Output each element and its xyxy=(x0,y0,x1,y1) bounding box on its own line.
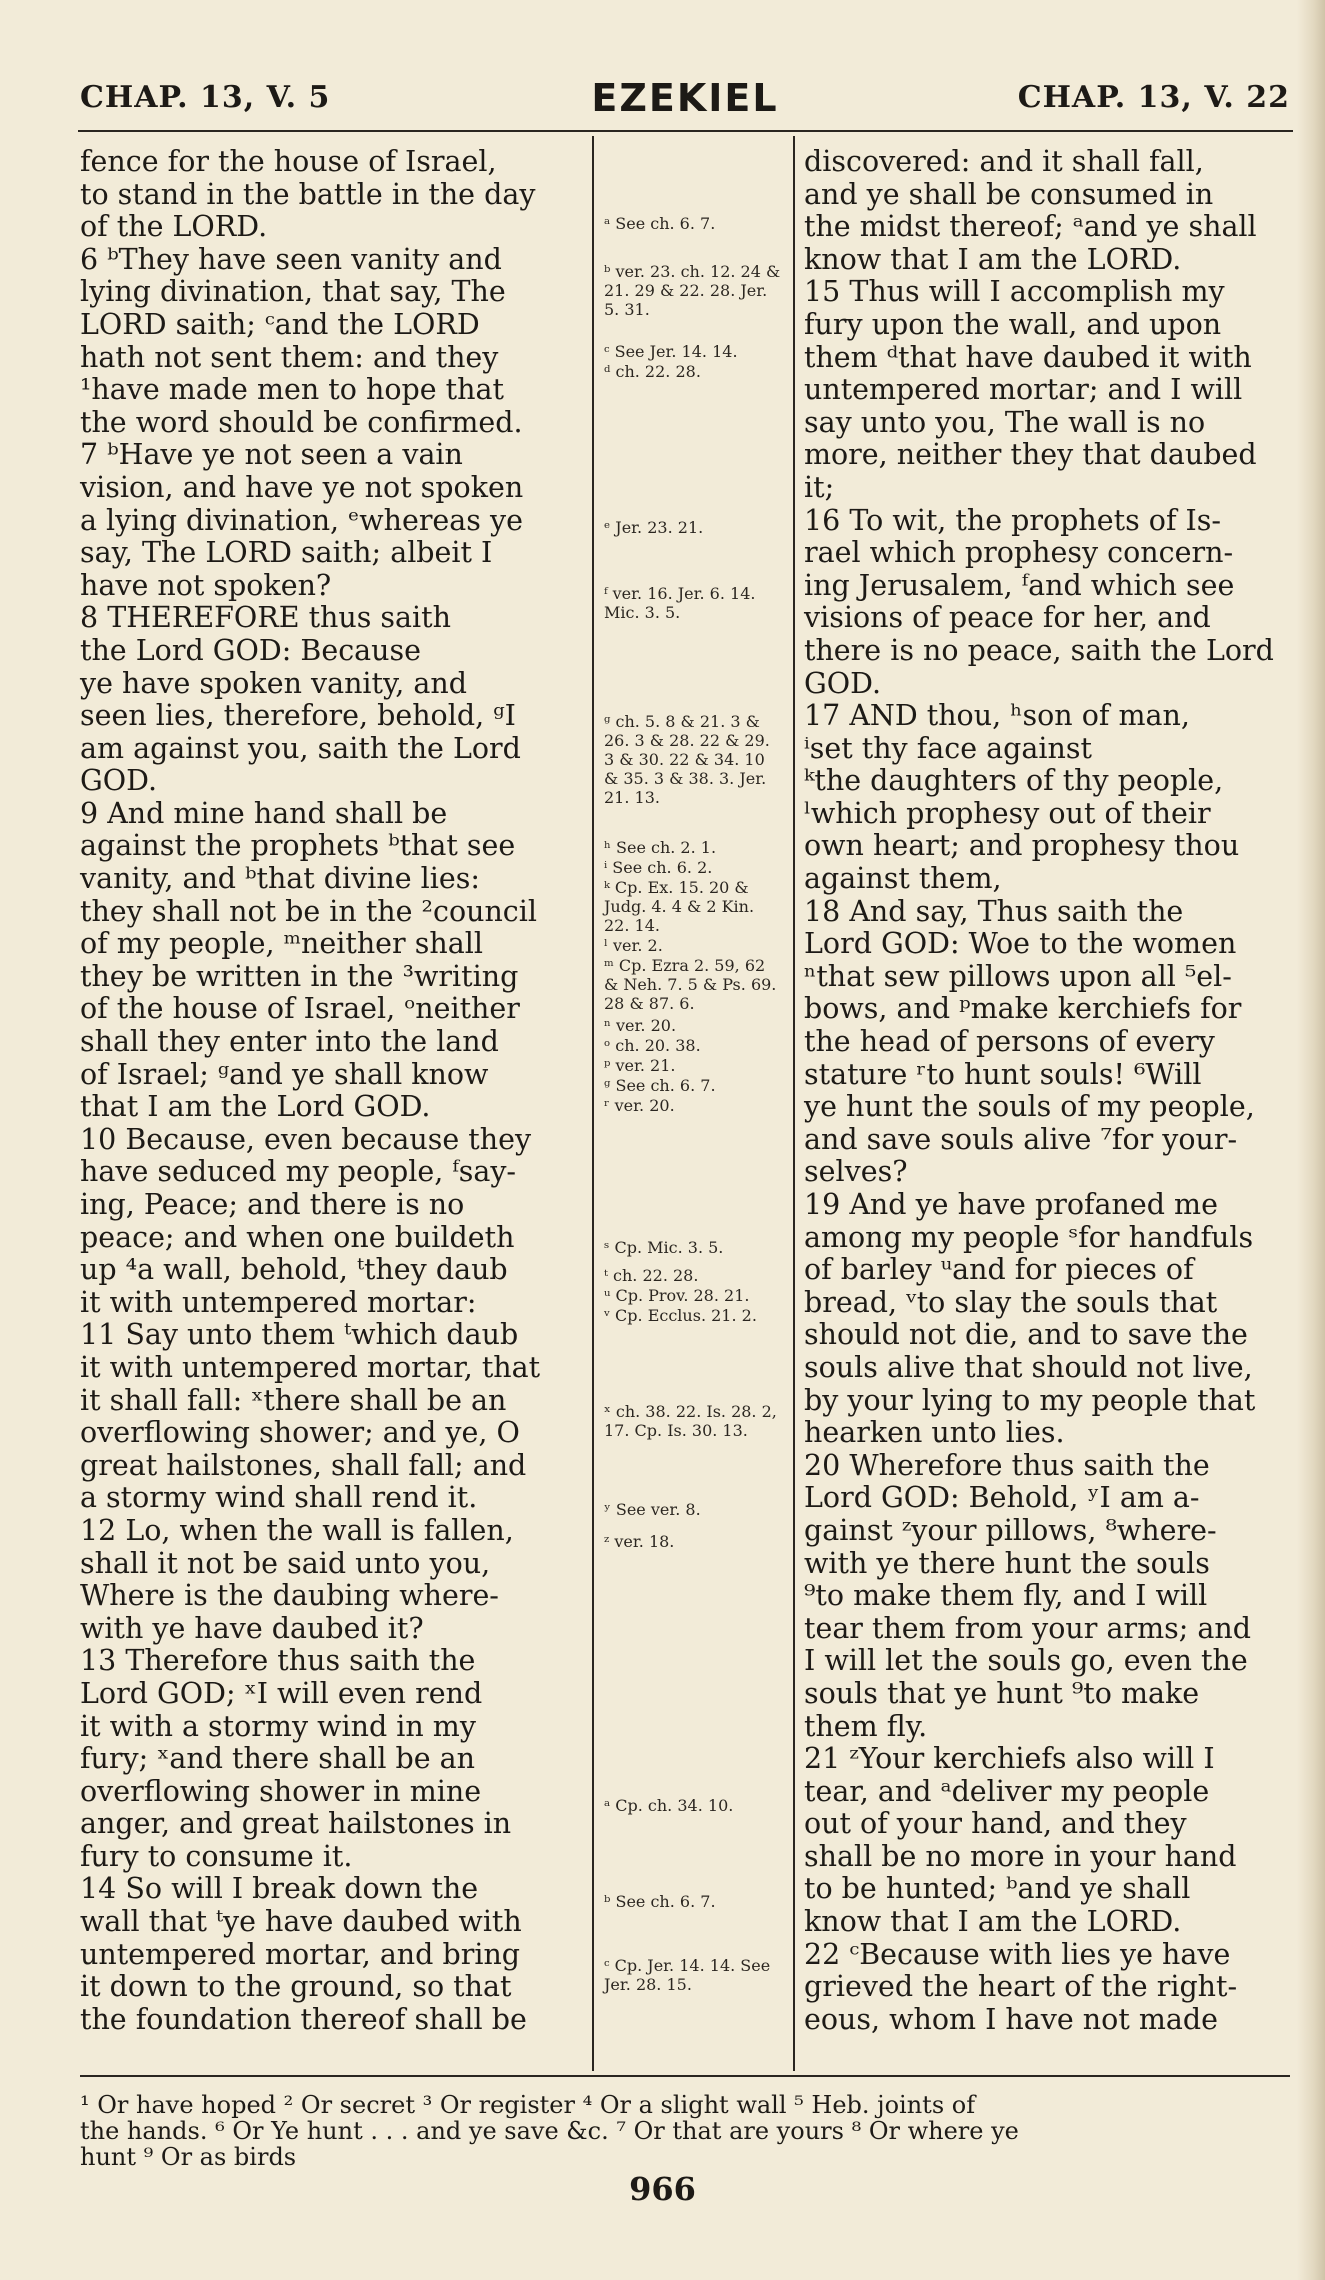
text-line: GOD. xyxy=(80,764,158,798)
text-line: fury; ˣand there shall be an xyxy=(80,1742,476,1776)
text-line: ing Jerusalem, ᶠand which see xyxy=(804,568,1235,602)
text-line: 20 Wherefore thus saith the xyxy=(804,1448,1210,1482)
text-line: 22 ᶜBecause with lies ye have xyxy=(804,1937,1231,1971)
right-text-column xyxy=(804,146,1294,2036)
text-line: and ye shall be consumed in xyxy=(804,177,1214,211)
text-line: fury upon the wall, and upon xyxy=(804,307,1222,341)
text-line: vision, and have ye not spoken xyxy=(80,470,524,504)
cross-reference: ʳ ver. 20. xyxy=(604,1096,675,1115)
column-divider-right xyxy=(793,136,795,2071)
footnote-line: the hands. ⁶ Or Ye hunt . . . and ye save &c. ⁷ Or that are yours ⁸ Or where ye xyxy=(80,2117,1019,2145)
text-line: ye hunt the souls of my people, xyxy=(804,1090,1255,1124)
text-line: hearken unto lies. xyxy=(804,1416,1065,1450)
page-number: 966 xyxy=(629,2170,696,2208)
text-line: Lord GOD: Behold, ʸI am a- xyxy=(804,1481,1200,1515)
cross-reference: ʸ See ver. 8. xyxy=(604,1500,701,1519)
text-line: ye have spoken vanity, and xyxy=(80,666,468,700)
text-line: by your lying to my people that xyxy=(804,1383,1256,1417)
cross-reference: ˣ ch. 38. 22. Is. 28. 2, 17. Cp. Is. 30. 13. xyxy=(604,1402,777,1440)
cross-reference: ᶜ See Jer. 14. 14. xyxy=(604,342,738,361)
text-line: overflowing shower; and ye, O xyxy=(80,1416,520,1450)
cross-reference: ᵘ Cp. Prov. 28. 21. xyxy=(604,1286,750,1305)
text-line: visions of peace for her, and xyxy=(804,601,1211,635)
text-line: the word should be confirmed. xyxy=(80,405,523,439)
text-line: discovered: and it shall fall, xyxy=(804,145,1204,178)
text-line: am against you, saith the Lord xyxy=(80,731,521,765)
text-line: of the LORD. xyxy=(80,210,268,244)
text-line: say, The LORD saith; albeit I xyxy=(80,536,493,570)
cross-reference: ˢ Cp. Mic. 3. 5. xyxy=(604,1238,724,1257)
text-line: the foundation thereof shall be xyxy=(80,2002,527,2036)
text-line: GOD. xyxy=(804,666,882,700)
text-line: 9 And mine hand shall be xyxy=(80,796,448,830)
text-line: of my people, ᵐneither shall xyxy=(80,927,483,961)
text-line: 12 Lo, when the wall is fallen, xyxy=(80,1513,514,1547)
text-line: among my people ˢfor handfuls xyxy=(804,1220,1254,1254)
text-line: own heart; and prophesy thou xyxy=(804,829,1240,863)
text-line: shall be no more in your hand xyxy=(804,1839,1237,1873)
cross-reference: ᵏ Cp. Ex. 15. 20 & Judg. 4. 4 & 2 Kin. 22. 14. xyxy=(604,878,755,935)
text-line: with ye have daubed it? xyxy=(80,1611,424,1645)
text-line: rael which prophesy concern- xyxy=(804,536,1234,570)
running-header xyxy=(80,72,1290,132)
text-line: vanity, and ᵇthat divine lies: xyxy=(80,862,480,896)
cross-reference: ᵇ See ch. 6. 7. xyxy=(604,1892,716,1911)
text-line: of barley ᵘand for pieces of xyxy=(804,1253,1194,1287)
text-line: Lord GOD: Woe to the women xyxy=(804,927,1237,961)
text-line: overflowing shower in mine xyxy=(80,1774,482,1808)
text-line: up ⁴a wall, behold, ᵗthey daub xyxy=(80,1253,508,1287)
text-line: of the house of Israel, ᵒneither xyxy=(80,992,520,1026)
footnote-line: ¹ Or have hoped ² Or secret ³ Or register ⁴ Or a slight wall ⁵ Heb. joints of xyxy=(80,2091,976,2119)
text-line: know that I am the LORD. xyxy=(804,1905,1182,1939)
text-line: hath not sent them: and they xyxy=(80,340,499,374)
cross-reference: ᵖ ver. 21. xyxy=(604,1056,676,1075)
text-line: tear, and ᵃdeliver my people xyxy=(804,1774,1210,1808)
text-line: the head of persons of every xyxy=(804,1025,1215,1059)
cross-reference: ᵈ ch. 22. 28. xyxy=(604,362,701,381)
text-line: it with untempered mortar, that xyxy=(80,1350,541,1384)
text-line: more, neither they that daubed xyxy=(804,438,1257,472)
cross-reference: ᵇ ver. 23. ch. 12. 24 & 21. 29 & 22. 28. Jer. 5. 31. xyxy=(604,262,781,319)
text-line: ˡwhich prophesy out of their xyxy=(804,796,1211,830)
text-line: fence for the house of Israel, xyxy=(80,145,497,178)
text-line: a stormy wind shall rend it. xyxy=(80,1481,478,1515)
text-line: great hailstones, shall fall; and xyxy=(80,1448,527,1482)
cross-reference: ˡ ver. 2. xyxy=(604,936,663,955)
page-edge-shadow xyxy=(1297,0,1325,2280)
text-line: fury to consume it. xyxy=(80,1839,353,1873)
left-text-column xyxy=(80,146,588,2036)
text-line: peace; and when one buildeth xyxy=(80,1220,515,1254)
text-line: it with a stormy wind in my xyxy=(80,1709,476,1743)
text-line: a lying divination, ᵉwhereas ye xyxy=(80,503,523,537)
cross-reference: ʰ See ch. 2. 1. xyxy=(604,838,717,857)
header-rule xyxy=(78,130,1293,132)
text-line: ⁹to make them fly, and I will xyxy=(804,1579,1208,1613)
cross-reference: ᵗ ch. 22. 28. xyxy=(604,1266,699,1285)
text-line: the midst thereof; ᵃand ye shall xyxy=(804,210,1257,244)
text-line: eous, whom I have not made xyxy=(804,2002,1218,2036)
cross-reference: ᵛ Cp. Ecclus. 21. 2. xyxy=(604,1306,757,1325)
text-line: have not spoken? xyxy=(80,568,332,602)
book-title: EZEKIEL xyxy=(591,76,779,120)
text-line: 21 ᶻYour kerchiefs also will I xyxy=(804,1742,1215,1776)
column-divider-left xyxy=(592,136,594,2071)
text-line: they be written in the ³writing xyxy=(80,959,519,993)
text-line: the Lord GOD: Because xyxy=(80,633,421,667)
text-line: 10 Because, even because they xyxy=(80,1122,532,1156)
text-line: 19 And ye have profaned me xyxy=(804,1188,1218,1221)
text-line: untempered mortar, and bring xyxy=(80,1937,521,1971)
text-line: against the prophets ᵇthat see xyxy=(80,829,516,863)
text-line: shall they enter into the land xyxy=(80,1025,499,1059)
cross-reference: ᵒ ch. 20. 38. xyxy=(604,1036,701,1055)
text-line: to stand in the battle in the day xyxy=(80,177,536,211)
text-line: them fly. xyxy=(804,1709,928,1743)
text-line: stature ʳto hunt souls! ⁶Will xyxy=(804,1057,1202,1091)
text-line: Where is the daubing where- xyxy=(80,1579,499,1613)
text-line: ⁱset thy face against xyxy=(804,731,1092,765)
text-line: 17 AND thou, ʰson of man, xyxy=(804,699,1190,733)
cross-reference: ᶠ ver. 16. Jer. 6. 14. Mic. 3. 5. xyxy=(604,584,756,622)
footnotes xyxy=(80,2092,1300,2170)
text-line: them ᵈthat have daubed it with xyxy=(804,340,1252,374)
cross-reference: ⁿ ver. 20. xyxy=(604,1016,677,1035)
text-line: there is no peace, saith the Lord xyxy=(804,633,1274,667)
text-line: they shall not be in the ²council xyxy=(80,894,538,928)
text-line: to be hunted; ᵇand ye shall xyxy=(804,1872,1191,1906)
cross-reference: ᵃ See ch. 6. 7. xyxy=(604,214,716,233)
text-line: 6 ᵇThey have seen vanity and xyxy=(80,242,502,276)
text-line: 15 Thus will I accomplish my xyxy=(804,275,1225,309)
text-line: 14 So will I break down the xyxy=(80,1872,479,1906)
text-line: selves? xyxy=(804,1155,908,1189)
text-line: 8 THEREFORE thus saith xyxy=(80,601,451,635)
text-line: 13 Therefore thus saith the xyxy=(80,1644,476,1678)
text-line: with ye there hunt the souls xyxy=(804,1546,1210,1580)
text-line: gainst ᶻyour pillows, ⁸where- xyxy=(804,1513,1217,1547)
footnote-rule xyxy=(80,2075,1290,2077)
cross-reference: ᵃ Cp. ch. 34. 10. xyxy=(604,1796,734,1815)
text-line: grieved the heart of the right- xyxy=(804,1970,1238,2004)
text-line: wall that ᵗye have daubed with xyxy=(80,1905,522,1939)
text-line: 16 To wit, the prophets of Is- xyxy=(804,503,1222,537)
cross-reference: ⁱ See ch. 6. 2. xyxy=(604,858,713,877)
text-line: untempered mortar; and I will xyxy=(804,373,1243,407)
text-line: seen lies, therefore, behold, ᵍI xyxy=(80,699,516,733)
text-line: 11 Say unto them ᵗwhich daub xyxy=(80,1318,519,1352)
text-line: 18 And say, Thus saith the xyxy=(804,894,1184,928)
text-line: against them, xyxy=(804,862,1002,896)
chapter-verse-end: CHAP. 13, V. 22 xyxy=(1017,80,1290,115)
text-line: Lord GOD; ˣI will even rend xyxy=(80,1676,483,1710)
text-line: know that I am the LORD. xyxy=(804,242,1182,276)
text-line: souls alive that should not live, xyxy=(804,1350,1253,1384)
text-line: ing, Peace; and there is no xyxy=(80,1188,465,1221)
text-line: it with untempered mortar: xyxy=(80,1285,477,1319)
text-line: ⁿthat sew pillows upon all ⁵el- xyxy=(804,959,1232,993)
text-line: have seduced my people, ᶠsay- xyxy=(80,1155,517,1189)
text-line: it; xyxy=(804,470,835,504)
text-line: I will let the souls go, even the xyxy=(804,1644,1248,1678)
text-line: shall it not be said unto you, xyxy=(80,1546,491,1580)
text-line: lying divination, that say, The xyxy=(80,275,506,309)
text-line: of Israel; ᵍand ye shall know xyxy=(80,1057,489,1091)
text-line: souls that ye hunt ⁹to make xyxy=(804,1676,1200,1710)
cross-reference: ᵍ See ch. 6. 7. xyxy=(604,1076,716,1095)
text-line: it shall fall: ˣthere shall be an xyxy=(80,1383,507,1417)
text-line: LORD saith; ᶜand the LORD xyxy=(80,307,480,341)
chapter-verse-start: CHAP. 13, V. 5 xyxy=(80,80,331,115)
footnote-line: hunt ⁹ Or as birds xyxy=(80,2143,297,2171)
text-line: it down to the ground, so that xyxy=(80,1970,512,2004)
text-line: bows, and ᵖmake kerchiefs for xyxy=(804,992,1242,1026)
text-line: out of your hand, and they xyxy=(804,1807,1187,1841)
cross-reference: ᵍ ch. 5. 8 & 21. 3 & 26. 3 & 28. 22 & 29. 3 & 30. 22 & 34. 10 & 35. 3 & 38. 3. Jer. 21. 13. xyxy=(604,712,770,807)
text-line: ¹have made men to hope that xyxy=(80,373,504,407)
cross-reference: ᶻ ver. 18. xyxy=(604,1532,675,1551)
cross-reference: ᵐ Cp. Ezra 2. 59, 62 & Neh. 7. 5 & Ps. 69. 28 & 87. 6. xyxy=(604,956,777,1013)
text-line: say unto you, The wall is no xyxy=(804,405,1206,439)
text-line: should not die, and to save the xyxy=(804,1318,1248,1352)
cross-reference: ᵉ Jer. 23. 21. xyxy=(604,518,704,537)
text-line: ᵏthe daughters of thy people, xyxy=(804,764,1224,798)
text-line: bread, ᵛto slay the souls that xyxy=(804,1285,1218,1319)
text-line: and save souls alive ⁷for your- xyxy=(804,1122,1238,1156)
text-line: tear them from your arms; and xyxy=(804,1611,1251,1645)
text-line: that I am the Lord GOD. xyxy=(80,1090,431,1124)
text-line: 7 ᵇHave ye not seen a vain xyxy=(80,438,463,472)
cross-reference: ᶜ Cp. Jer. 14. 14. See Jer. 28. 15. xyxy=(604,1956,771,1994)
text-line: anger, and great hailstones in xyxy=(80,1807,512,1841)
